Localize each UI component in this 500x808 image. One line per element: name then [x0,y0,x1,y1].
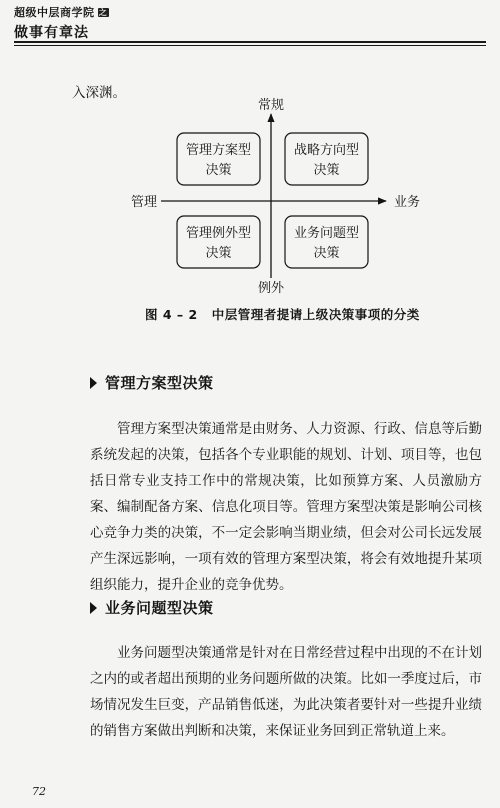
running-header [14,4,486,42]
triangle-bullet-icon [90,377,97,389]
book-title: 做事有章法 [14,25,89,41]
page-number: 72 [32,785,46,798]
box-management-exception-line1: 管理例外型 [185,226,252,241]
section-title-business-problem [90,597,214,618]
section-body-management-plan: 管理方案型决策通常是由财务、人力资源、行政、信息等后勤系统发起的决策，包括各个专业职能的规划、计划、项目等，也包括日常专业支持工作中的常规决策，比如预算方案、人员激励方案、编制配备方案、信息化项目等。管理方案型决策是影响公司核心竞争力类的决策，不一定会影响当期业绩，但会对公司长远发展产生深远影响，一项有效的管理方案型决策，将会有效地提升某项组织能力，提升企业的竞争优势。 [90,421,482,593]
series-title [14,4,486,20]
box-management-plan-line1: 管理方案型 [185,143,252,158]
figure-caption [145,305,434,323]
decision-classification-diagram [0,96,500,296]
axis-label-top: 常规 [257,98,285,113]
axis-label-right: 业务 [394,195,421,210]
header-rule-thin [14,45,486,46]
series-name: 超级中层商学院 [14,6,95,19]
box-business-problem-line1: 业务问题型 [293,226,360,241]
section-body-business-problem: 业务问题型决策通常是针对在日常经营过程中出现的不在计划之内的或者超出预期的业务问题所做的决策。比如一季度过后，市场情况发生巨变，产品销售低迷，为此决策者要针对一些提升业绩的销售方案做出判断和决策，来保证业务回到正常轨道上来。 [90,645,482,739]
triangle-bullet-icon [90,602,97,614]
box-management-exception-line2: 决策 [205,246,232,261]
series-mark-badge: 之 [98,6,108,17]
box-strategic-direction-line1: 战略方向型 [293,143,360,158]
section-title-text: 业务问题型决策 [105,599,214,617]
axis-label-left: 管理 [130,195,157,210]
figure-caption-text: 中层管理者提请上级决策事项的分类 [211,307,420,322]
box-business-problem-line2: 决策 [313,246,340,261]
section-title-management-plan [90,372,214,393]
box-management-plan-line2: 决策 [205,163,232,178]
axis-label-bottom: 例外 [257,281,285,296]
continued-paragraph: 入深渊。 [72,85,126,101]
figure-number: 图 4 – 2 [145,307,198,322]
section-title-text: 管理方案型决策 [105,374,214,392]
box-strategic-direction-line2: 决策 [313,163,340,178]
header-rule-thick [14,41,486,43]
